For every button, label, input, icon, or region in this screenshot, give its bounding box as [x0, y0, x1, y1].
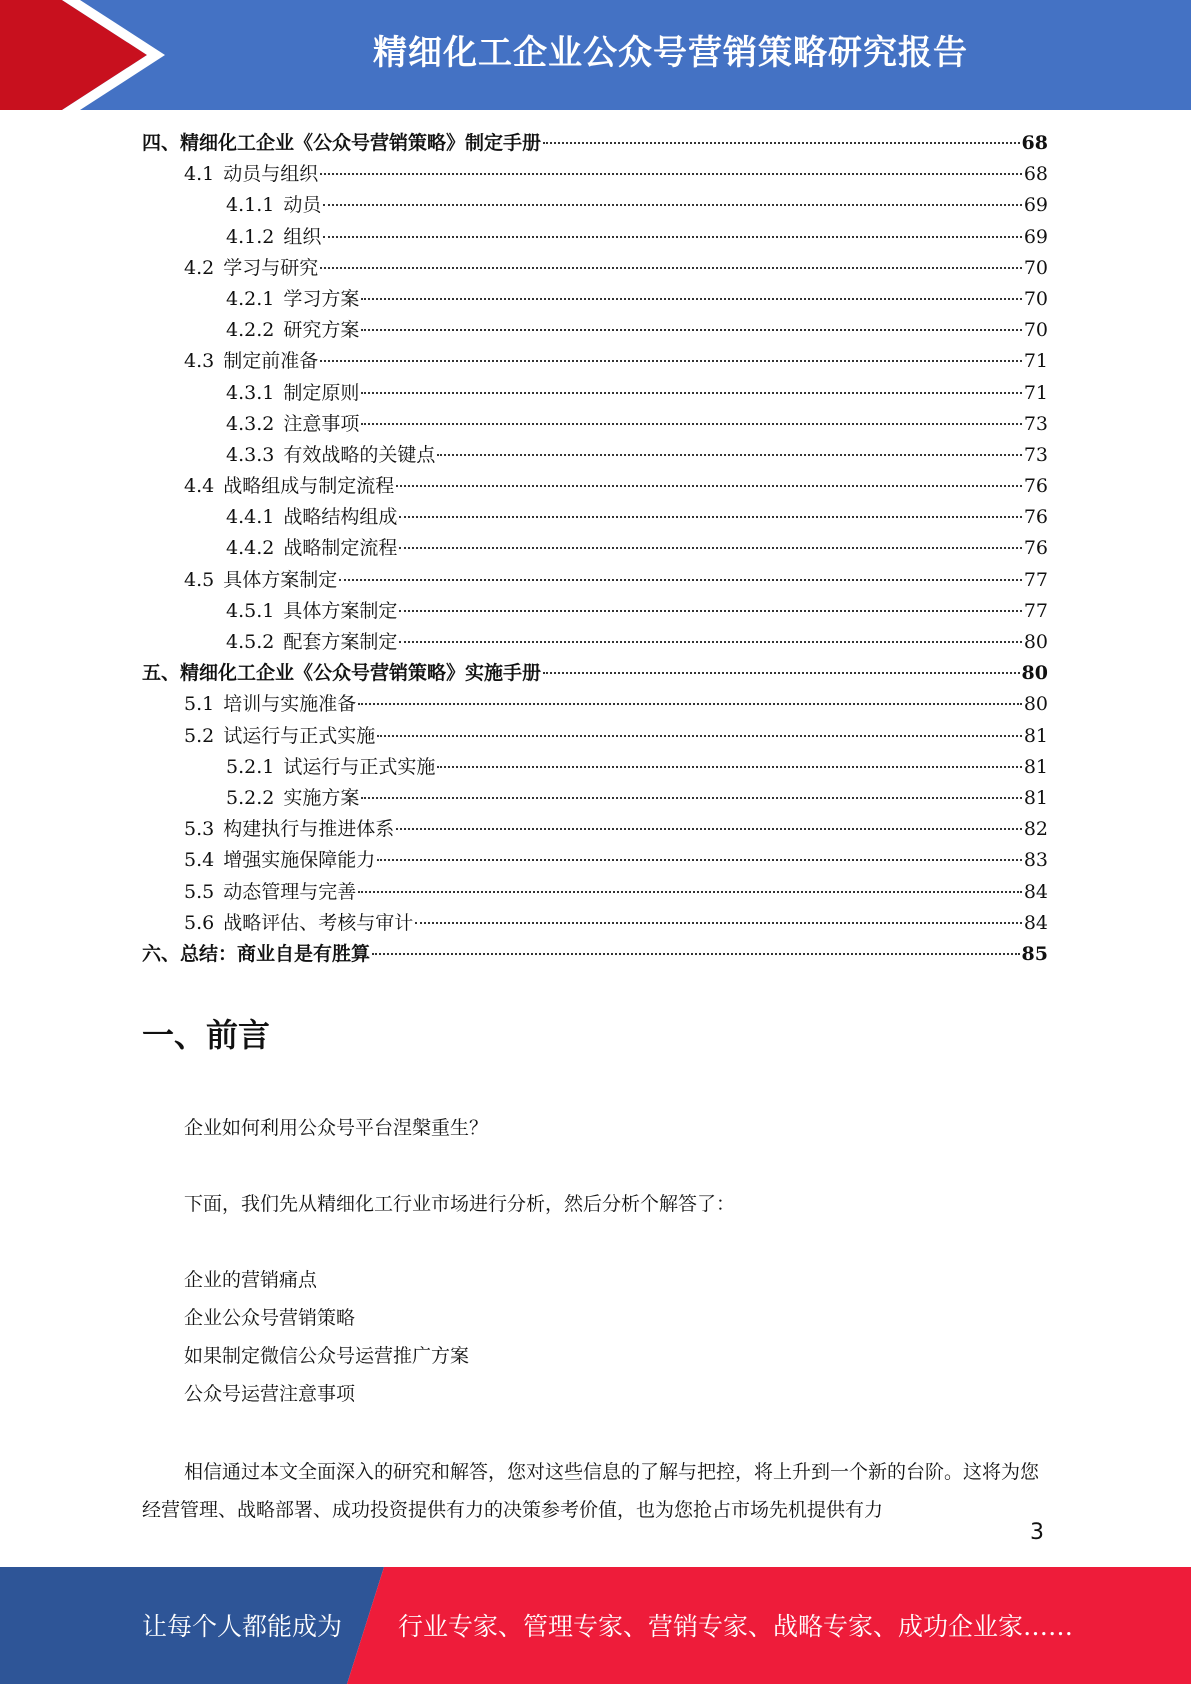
toc-entry-page: 68	[1023, 163, 1048, 186]
toc-entry-title: 战略结构组成	[283, 506, 398, 529]
toc-entry-page: 76	[1023, 537, 1048, 560]
toc-entry-title: 学习与研究	[223, 256, 319, 279]
toc-dot-leader	[323, 204, 1021, 206]
toc-entry-title: 注意事项	[283, 412, 360, 435]
toc-dot-leader	[320, 173, 1022, 175]
toc-entry-page: 70	[1023, 319, 1048, 342]
toc-entry[interactable]	[142, 222, 1048, 253]
toc-entry-page: 70	[1023, 287, 1048, 310]
toc-entry[interactable]	[142, 471, 1048, 502]
toc-entry-number: 5.5	[184, 880, 215, 903]
toc-dot-leader	[361, 392, 1021, 394]
toc-dot-leader	[320, 267, 1022, 269]
toc-entry-number: 5.4	[184, 849, 215, 872]
toc-entry-number: 4.1	[184, 163, 215, 186]
table-of-contents	[142, 128, 1048, 970]
toc-entry-number: 4.1.2	[226, 225, 275, 248]
paragraph-question: 企业如何利用公众号平台涅槃重生？	[184, 1117, 489, 1139]
toc-entry[interactable]	[142, 939, 1048, 970]
toc-entry-number: 4.5.1	[226, 599, 275, 622]
toc-dot-leader	[358, 703, 1022, 705]
toc-entry-number: 4.3.2	[226, 412, 275, 435]
toc-dot-leader	[361, 797, 1021, 799]
toc-entry-page: 73	[1023, 412, 1048, 435]
document-title: 精细化工企业公众号营销策略研究报告	[373, 33, 968, 73]
toc-entry-title: 试运行与正式实施	[283, 755, 436, 778]
footer-slogan-left: 让每个人都能成为	[142, 1612, 343, 1641]
list-item: 企业的营销痛点	[184, 1269, 318, 1291]
toc-dot-leader	[399, 641, 1021, 643]
toc-entry[interactable]	[142, 845, 1048, 876]
footer-banner	[0, 1567, 1191, 1684]
toc-entry-title: 培训与实施准备	[223, 693, 357, 716]
toc-entry-number: 4.5.2	[226, 631, 275, 653]
toc-entry-page: 85	[1021, 942, 1048, 965]
toc-entry-number: 4.3.1	[226, 381, 275, 404]
toc-entry-title: 组织	[283, 225, 322, 248]
toc-entry[interactable]	[142, 284, 1048, 315]
toc-entry-title: 学习方案	[283, 287, 360, 310]
section-title: 一、前言	[142, 1016, 271, 1054]
toc-entry-page: 69	[1023, 225, 1048, 248]
toc-dot-leader	[358, 891, 1022, 893]
toc-entry-page: 84	[1023, 880, 1048, 903]
toc-entry-number: 5.1	[184, 693, 215, 716]
toc-entry[interactable]	[142, 689, 1048, 720]
toc-entry-number: 5.3	[184, 818, 215, 841]
toc-entry-page: 68	[1021, 132, 1048, 154]
toc-entry-title: 战略评估、考核与审计	[223, 911, 414, 934]
toc-dot-leader	[377, 859, 1022, 861]
toc-dot-leader	[415, 922, 1022, 924]
toc-dot-leader	[323, 236, 1021, 238]
toc-dot-leader	[361, 298, 1021, 300]
toc-entry-page: 80	[1023, 631, 1048, 653]
toc-entry-title: 构建执行与推进体系	[223, 818, 395, 841]
toc-entry-number: 4.2.2	[226, 319, 275, 342]
toc-entry-title: 五、精细化工企业《公众号营销策略》实施手册	[142, 662, 542, 685]
toc-dot-leader	[437, 766, 1021, 768]
toc-entry-page: 81	[1023, 724, 1048, 747]
toc-entry-page: 71	[1023, 381, 1048, 404]
toc-entry-title: 试运行与正式实施	[223, 724, 376, 747]
toc-entry-page: 81	[1023, 786, 1048, 809]
toc-entry-title: 动态管理与完善	[223, 880, 357, 903]
toc-entry-page: 70	[1023, 256, 1048, 279]
toc-entry-page: 77	[1023, 599, 1048, 622]
toc-entry[interactable]	[142, 253, 1048, 284]
toc-dot-leader	[399, 610, 1021, 612]
toc-dot-leader	[399, 516, 1021, 518]
toc-entry-page: 76	[1023, 506, 1048, 529]
toc-entry[interactable]	[142, 721, 1048, 752]
toc-entry-page: 80	[1021, 662, 1048, 685]
toc-dot-leader	[372, 953, 1020, 955]
toc-entry-page: 84	[1023, 911, 1048, 934]
toc-entry-title: 具体方案制定	[223, 568, 338, 591]
toc-entry-title: 研究方案	[283, 319, 360, 342]
toc-entry[interactable]	[142, 596, 1048, 627]
toc-entry[interactable]	[142, 440, 1048, 471]
toc-entry[interactable]	[142, 409, 1048, 440]
toc-entry[interactable]	[142, 533, 1048, 564]
footer-slogan-right: 行业专家、管理专家、营销专家、战略专家、成功企业家……	[398, 1612, 1074, 1641]
toc-entry[interactable]	[142, 502, 1048, 533]
toc-entry-page: 76	[1023, 475, 1048, 498]
toc-entry-title: 动员与组织	[223, 163, 319, 186]
toc-entry-number: 5.2	[184, 724, 215, 747]
list-item: 公众号运营注意事项	[184, 1383, 356, 1405]
toc-entry[interactable]	[142, 752, 1048, 783]
toc-entry-page: 82	[1023, 818, 1048, 841]
toc-entry-page: 81	[1023, 755, 1048, 778]
toc-entry[interactable]	[142, 159, 1048, 190]
toc-entry[interactable]	[142, 814, 1048, 845]
list-item: 企业公众号营销策略	[184, 1307, 356, 1329]
toc-dot-leader	[543, 142, 1020, 144]
toc-entry[interactable]	[142, 908, 1048, 939]
toc-dot-leader	[361, 423, 1021, 425]
toc-dot-leader	[377, 735, 1022, 737]
toc-entry[interactable]	[142, 128, 1048, 159]
toc-entry[interactable]	[142, 190, 1048, 221]
toc-dot-leader	[361, 329, 1021, 331]
toc-entry-number: 4.4.2	[226, 537, 275, 560]
toc-entry-number: 4.1.1	[226, 194, 275, 217]
toc-entry-title: 战略制定流程	[283, 537, 398, 560]
toc-dot-leader	[396, 485, 1022, 487]
toc-entry-title: 制定前准备	[223, 350, 319, 373]
toc-entry[interactable]	[142, 315, 1048, 346]
paragraph-conclusion: 相信通过本文全面深入的研究和解答，您对这些信息的了解与把控，将上升到一个新的台阶。这将为您经营管理、战略部署、成功投资提供有力的决策参考价值，也为您抢占市场先机提供有力	[142, 1461, 1040, 1521]
toc-entry-number: 5.2.1	[226, 755, 275, 778]
toc-dot-leader	[399, 547, 1021, 549]
toc-entry[interactable]	[142, 658, 1048, 689]
toc-dot-leader	[339, 579, 1022, 581]
toc-entry-number: 4.3	[184, 350, 215, 373]
toc-entry[interactable]	[142, 877, 1048, 908]
toc-entry-title: 增强实施保障能力	[223, 849, 376, 872]
toc-entry-page: 80	[1023, 693, 1048, 716]
toc-entry-number: 5.2.2	[226, 786, 275, 809]
toc-entry-title: 四、精细化工企业《公众号营销策略》制定手册	[142, 132, 542, 154]
toc-entry-page: 77	[1023, 568, 1048, 591]
toc-dot-leader	[396, 828, 1022, 830]
toc-entry-title: 制定原则	[283, 381, 360, 404]
toc-entry-title: 战略组成与制定流程	[223, 475, 395, 498]
toc-entry-number: 5.6	[184, 911, 215, 934]
page-number: 3	[1030, 1520, 1044, 1545]
toc-entry[interactable]	[142, 378, 1048, 409]
toc-dot-leader	[543, 672, 1020, 674]
toc-entry-title: 具体方案制定	[283, 599, 398, 622]
header-banner	[0, 0, 1191, 110]
toc-entry-title: 有效战略的关键点	[283, 443, 436, 466]
toc-entry-page: 83	[1023, 849, 1048, 872]
paragraph-intro: 下面，我们先从精细化工行业市场进行分析，然后分析个解答了：	[184, 1193, 736, 1215]
toc-entry-number: 4.4	[184, 475, 215, 498]
toc-entry-number: 4.4.1	[226, 506, 275, 529]
toc-entry-number: 4.3.3	[226, 443, 275, 466]
toc-entry[interactable]	[142, 565, 1048, 596]
toc-dot-leader	[320, 360, 1022, 362]
toc-dot-leader	[437, 454, 1021, 456]
toc-entry-page: 71	[1023, 350, 1048, 373]
toc-entry-title: 动员	[283, 194, 322, 217]
toc-entry-title: 六、总结：商业自是有胜算	[142, 942, 371, 965]
toc-entry-title: 配套方案制定	[283, 631, 398, 653]
toc-entry-page: 69	[1023, 194, 1048, 217]
list-item: 如果制定微信公众号运营推广方案	[184, 1345, 470, 1367]
toc-entry-title: 实施方案	[283, 786, 360, 809]
toc-entry-page: 73	[1023, 443, 1048, 466]
toc-entry[interactable]	[142, 627, 1048, 658]
toc-entry-number: 4.2.1	[226, 287, 275, 310]
toc-entry[interactable]	[142, 346, 1048, 377]
toc-entry[interactable]	[142, 783, 1048, 814]
toc-entry-number: 4.5	[184, 568, 215, 591]
toc-entry-number: 4.2	[184, 256, 215, 279]
